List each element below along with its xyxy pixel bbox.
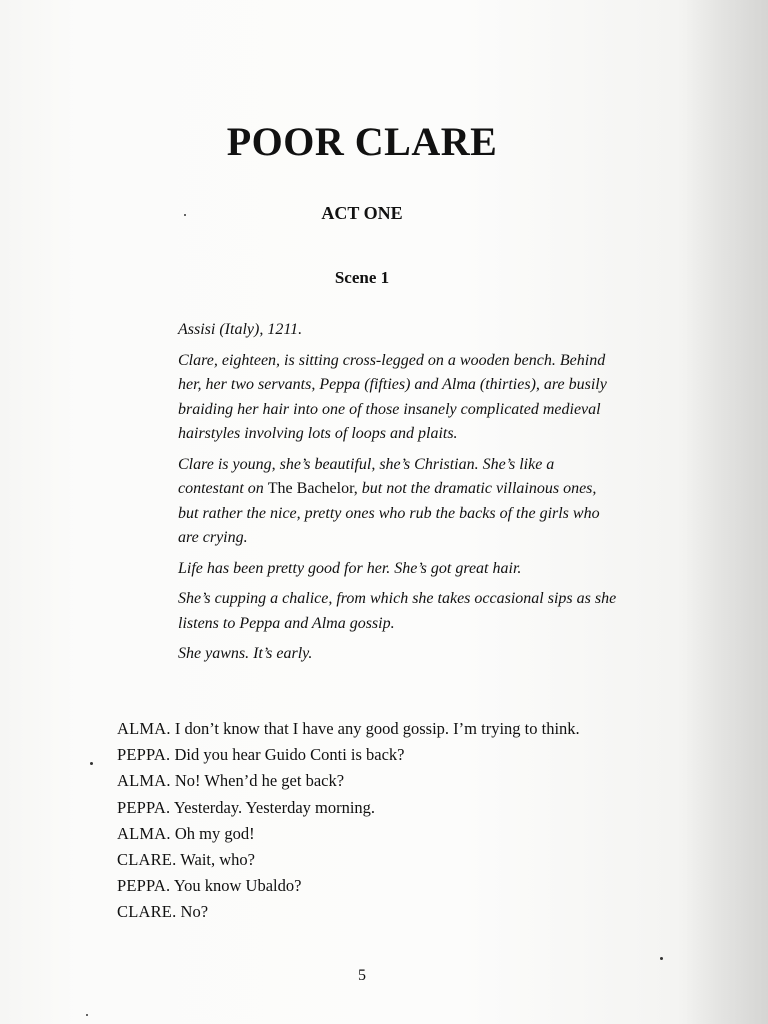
speaker-name: PEPPA. — [117, 876, 171, 896]
dialogue-text: Yesterday. Yesterday morning. — [173, 797, 376, 817]
show-title: The Bachelor, — [267, 480, 358, 497]
dialogue-line — [117, 716, 637, 742]
stage-directions — [178, 318, 620, 673]
dialogue-line — [117, 821, 637, 847]
play-title: POOR CLARE — [226, 119, 498, 164]
scan-speck — [660, 957, 663, 960]
dialogue-line — [117, 742, 637, 768]
dialogue-text: I don’t know that I have any good gossip. I’m trying to think. — [174, 719, 580, 738]
scan-speck — [86, 1014, 88, 1016]
speaker-name: ALMA. — [117, 823, 171, 843]
stage-direction-setting: Assisi (Italy), 1211. — [178, 321, 303, 338]
dialogue-line — [117, 847, 637, 873]
scan-speck — [184, 214, 186, 216]
stage-direction-paragraph: Life has been pretty good for her. She’s got great hair. — [178, 559, 522, 577]
stage-direction-text: Clare is young, she’s beautiful, she’s Christian. She’s like a contestant on — [178, 455, 555, 497]
dialogue-text: Did you hear Guido Conti is back? — [174, 745, 405, 765]
dialogue-text: No? — [180, 902, 209, 922]
dialogue-text: You know Ubaldo? — [173, 876, 302, 896]
speaker-name: ALMA. — [117, 771, 171, 791]
dialogue-line — [117, 768, 637, 794]
stage-direction-paragraph: Clare, eighteen, is sitting cross-legged on a wooden bench. Behind her, her two servants, Peppa (fifties) and Alma (thirties), are busily braiding her hair into one of those insanely complicated medieval hairstyles involving lots of loops and plaits. — [178, 351, 607, 442]
page-number: 5 — [358, 967, 366, 984]
act-heading: ACT ONE — [321, 203, 403, 223]
dialogue-text: No! When’d he get back? — [174, 771, 345, 791]
stage-direction-paragraph: She yawns. It’s early. — [178, 645, 313, 662]
speaker-name: CLARE. — [117, 902, 177, 922]
dialogue-text: Oh my god! — [174, 823, 255, 843]
speaker-name: PEPPA. — [117, 745, 171, 765]
dialogue-block — [117, 716, 637, 926]
dialogue-line — [117, 795, 637, 821]
scene-heading: Scene 1 — [334, 268, 390, 287]
stage-direction-text: but not the dramatic villainous ones, but rather the nice, pretty ones who rub the backs of the girls who are crying. — [178, 480, 600, 546]
dialogue-line — [117, 899, 637, 925]
speaker-name: PEPPA. — [117, 797, 171, 817]
scan-speck — [90, 762, 93, 765]
speaker-name: ALMA. — [117, 719, 171, 738]
dialogue-line — [117, 873, 637, 899]
stage-direction-paragraph — [178, 453, 620, 551]
speaker-name: CLARE. — [117, 850, 177, 870]
dialogue-text: Wait, who? — [180, 850, 255, 870]
stage-direction-paragraph: She’s cupping a chalice, from which she takes occasional sips as she listens to Peppa and Alma gossip. — [178, 590, 617, 632]
